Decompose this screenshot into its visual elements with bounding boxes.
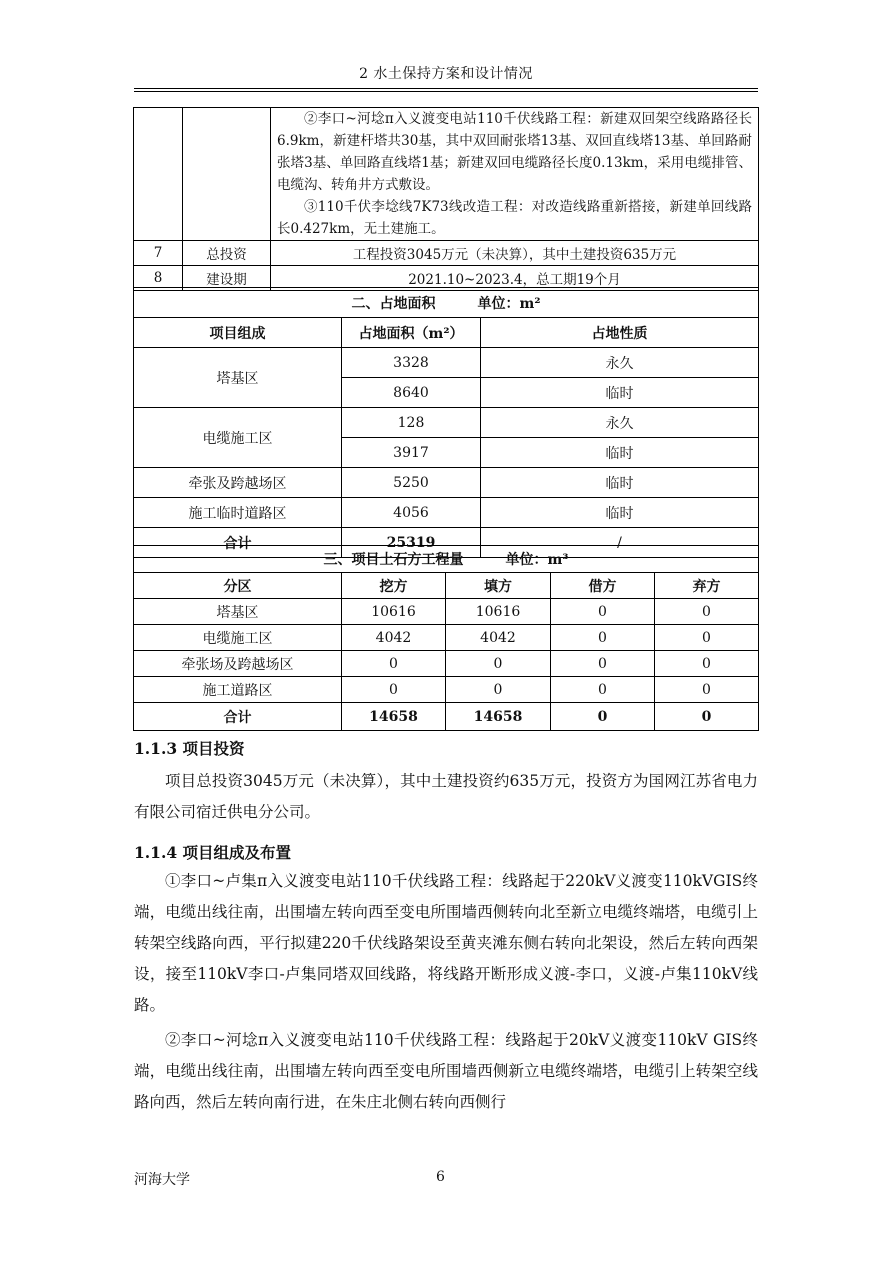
row-item: 总投资: [183, 241, 271, 266]
row-value: 工程投资3045万元（未决算），其中土建投资635万元: [271, 241, 759, 266]
header-rule: [134, 88, 758, 89]
page-number: 6: [436, 1169, 445, 1185]
cut-cell: 0: [342, 677, 446, 703]
total-label: 合计: [134, 528, 342, 558]
zone-name: 电缆施工区: [134, 625, 342, 651]
borrow-cell: 0: [551, 625, 655, 651]
page-header: 2 水土保持方案和设计情况: [359, 66, 533, 82]
empty-cell: [183, 108, 271, 241]
table-header: 占地面积（m²）: [342, 318, 481, 348]
area-cell: 8640: [342, 378, 481, 408]
area-cell: 3328: [342, 348, 481, 378]
earthwork-table: [133, 545, 759, 731]
spoil-cell: 0: [655, 651, 759, 677]
table-header: 分区: [134, 573, 342, 599]
line-description: [271, 108, 759, 241]
fill-cell: 0: [446, 651, 551, 677]
table-row: [134, 651, 759, 677]
total-spoil: 0: [655, 703, 759, 731]
row-number: 7: [134, 241, 183, 266]
zone-name: 电缆施工区: [134, 408, 342, 468]
total-label: 合计: [134, 703, 342, 731]
row-item: 建设期: [183, 266, 271, 291]
table-header: 弃方: [655, 573, 759, 599]
composition-paragraphs: [134, 866, 758, 1118]
spoil-cell: 0: [655, 677, 759, 703]
spoil-cell: 0: [655, 599, 759, 625]
area-cell: 128: [342, 408, 481, 438]
table-header: 借方: [551, 573, 655, 599]
zone-name: 牵张及跨越场区: [134, 468, 342, 498]
investment-paragraph: [134, 766, 758, 828]
borrow-cell: 0: [551, 599, 655, 625]
cut-cell: 0: [342, 651, 446, 677]
body-paragraph: 项目总投资3045万元（未决算），其中土建投资约635万元，投资方为国网江苏省电力有限公司宿迁供电分公司。: [134, 772, 758, 821]
desc-paragraph-2: ②李口~河埝π入义渡变电站110千伏线路工程：新建双回架空线路路径长6.9km，新建杆塔共30基，其中双回耐张塔13基、双回直线塔13基、单回路耐张塔3基、单回路直线塔1基；新建双回电缆路径长度0.13km，采用电缆排管、电缆沟、转角井方式敷设。: [277, 111, 752, 193]
area-cell: 4056: [342, 498, 481, 528]
total-row: [134, 703, 759, 731]
earth-section-title: 三、项目土石方工程量 单位：m³: [134, 546, 759, 573]
borrow-cell: 0: [551, 651, 655, 677]
section-heading-1-1-4: 1.1.4 项目组成及布置: [134, 843, 292, 862]
project-info-table: [133, 107, 759, 291]
nature-cell: 永久: [481, 348, 759, 378]
area-cell: 3917: [342, 438, 481, 468]
land-section-title: 二、占地面积 单位：m²: [134, 288, 759, 318]
fill-cell: 10616: [446, 599, 551, 625]
row-number: 8: [134, 266, 183, 291]
zone-name: 牵张场及跨越场区: [134, 651, 342, 677]
body-paragraph: ①李口~卢集π入义渡变电站110千伏线路工程：线路起于220kV义渡变110kVGIS终端，电缆出线往南，出围墙左转向西至变电所围墙西侧转向北至新立电缆终端塔，电缆引上转架空线路向西，平行拟建220千伏线路架设至黄夹滩东侧右转向北架设，然后左转向西架设，接至110kV李口-卢集同塔双回线路，将线路开断形成义渡-李口，义渡-卢集110kV线路。: [134, 872, 758, 1014]
fill-cell: 4042: [446, 625, 551, 651]
land-area-table: [133, 287, 759, 558]
total-borrow: 0: [551, 703, 655, 731]
header-rule-2: [134, 91, 758, 92]
nature-cell: 临时: [481, 438, 759, 468]
total-fill: 14658: [446, 703, 551, 731]
zone-name: 塔基区: [134, 348, 342, 408]
table-header: 项目组成: [134, 318, 342, 348]
table-header: 挖方: [342, 573, 446, 599]
zone-name: 施工道路区: [134, 677, 342, 703]
table-header: 占地性质: [481, 318, 759, 348]
footer-university: 河海大学: [134, 1172, 190, 1188]
area-cell: 5250: [342, 468, 481, 498]
borrow-cell: 0: [551, 677, 655, 703]
nature-cell: 临时: [481, 468, 759, 498]
table-header: 填方: [446, 573, 551, 599]
table-row: [134, 599, 759, 625]
zone-name: 塔基区: [134, 599, 342, 625]
nature-cell: 临时: [481, 498, 759, 528]
table-row: [134, 677, 759, 703]
nature-cell: 临时: [481, 378, 759, 408]
total-area: 25319: [342, 528, 481, 558]
total-cut: 14658: [342, 703, 446, 731]
desc-paragraph-3: ③110千伏李埝线7K73线改造工程：对改造线路重新搭接，新建单回线路长0.427km，无土建施工。: [277, 199, 752, 237]
section-heading-1-1-3: 1.1.3 项目投资: [134, 739, 245, 758]
total-nature: /: [481, 528, 759, 558]
empty-cell: [134, 108, 183, 241]
zone-name: 施工临时道路区: [134, 498, 342, 528]
table-row: [134, 625, 759, 651]
spoil-cell: 0: [655, 625, 759, 651]
row-value: 2021.10~2023.4，总工期19个月: [271, 266, 759, 291]
cut-cell: 4042: [342, 625, 446, 651]
fill-cell: 0: [446, 677, 551, 703]
cut-cell: 10616: [342, 599, 446, 625]
body-paragraph: ②李口~河埝π入义渡变电站110千伏线路工程：线路起于20kV义渡变110kV GIS终端，电缆出线往南，出围墙左转向西至变电所围墙西侧新立电缆终端塔，电缆引上转架空线路向西，然后左转向南行进，在朱庄北侧右转向西侧行: [134, 1031, 758, 1111]
nature-cell: 永久: [481, 408, 759, 438]
